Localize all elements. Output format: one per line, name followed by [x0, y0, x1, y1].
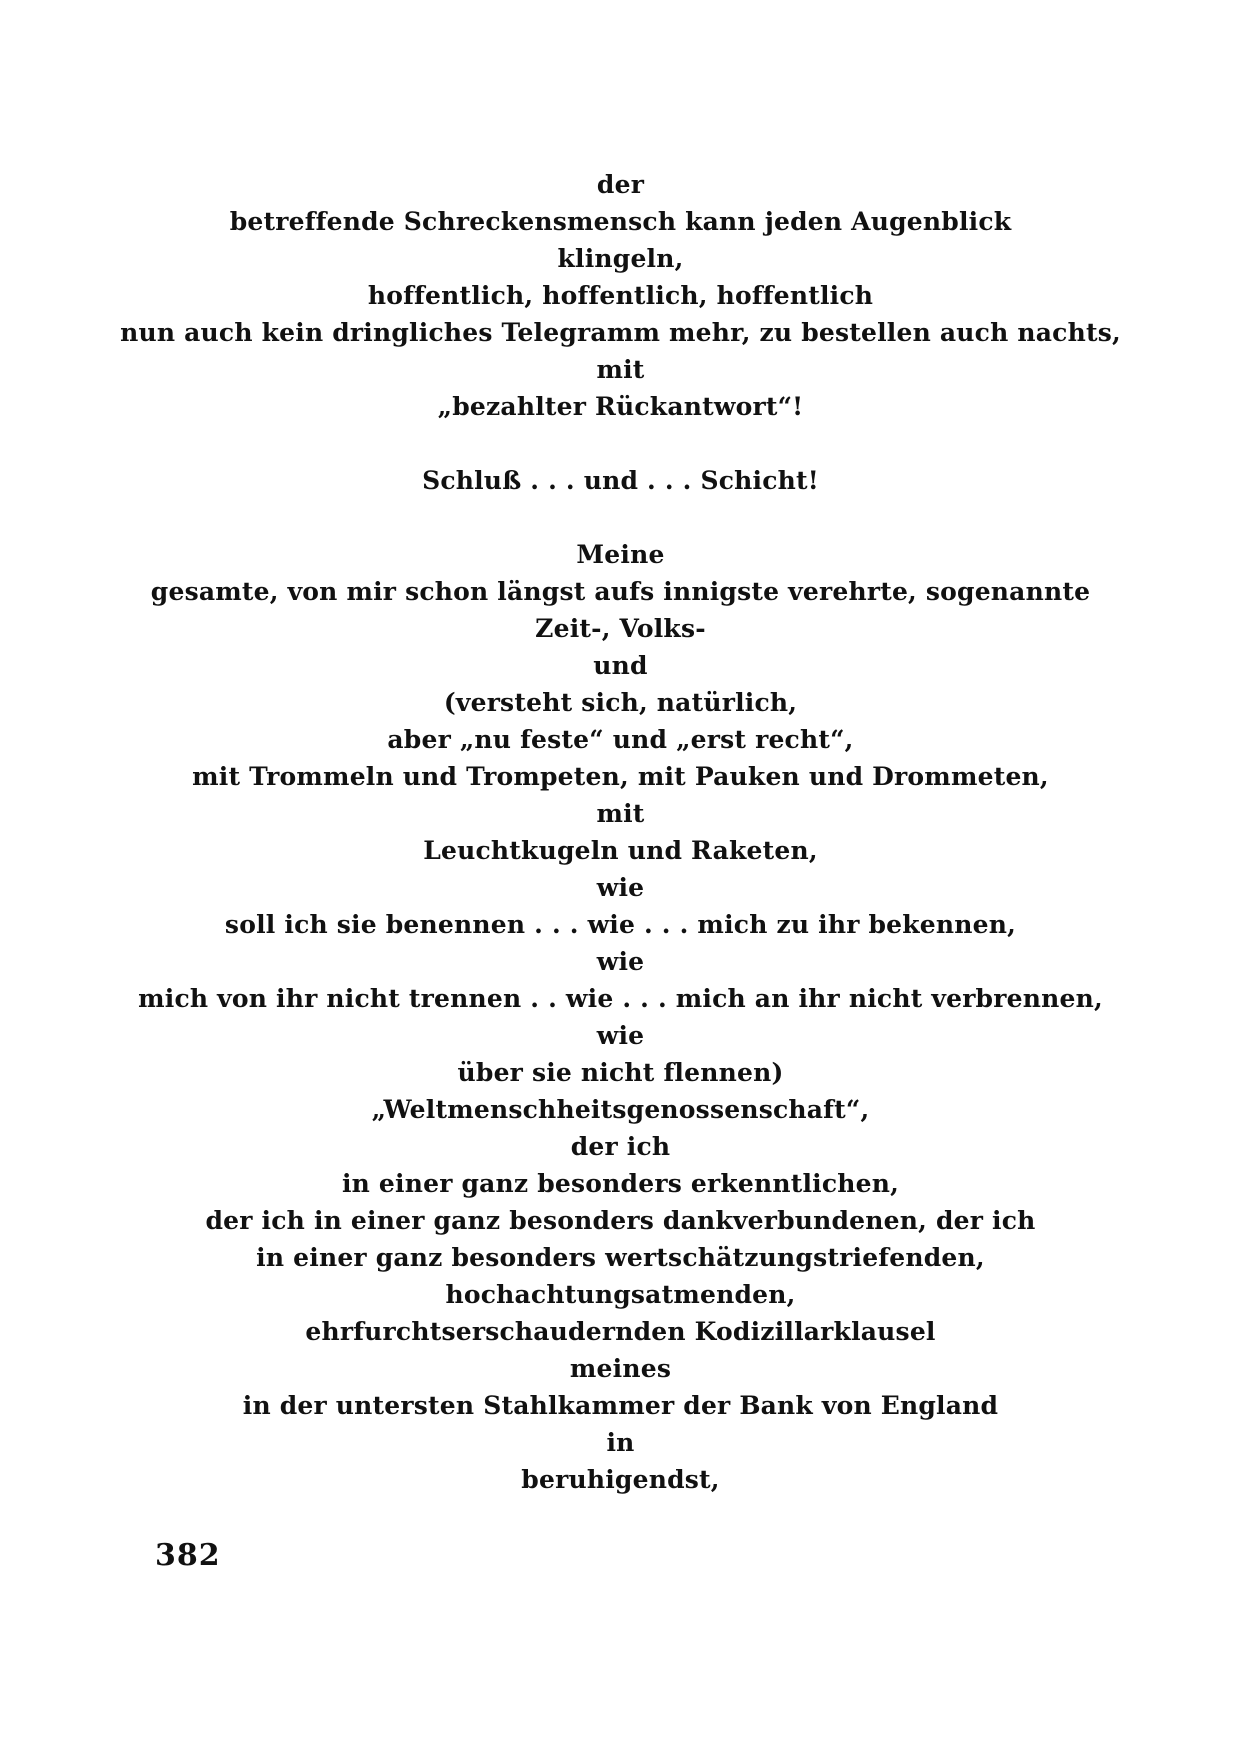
poem-line: Leuchtkugeln und Raketen,: [423, 836, 818, 865]
poem-line: „Weltmenschheitsgenossenschaft“,: [371, 1095, 870, 1124]
poem-line: der ich: [570, 1132, 671, 1161]
poem-line: in einer ganz besonders erkenntlichen,: [341, 1169, 900, 1198]
poem-line: meines: [569, 1354, 672, 1383]
poem-line: und: [593, 651, 648, 680]
poem-text: [0, 166, 1241, 1498]
poem-line: über sie nicht flennen): [457, 1058, 784, 1087]
poem-line: Zeit-, Volks-: [535, 614, 706, 643]
poem-line: wie: [596, 947, 645, 976]
poem-line: betreffende Schreckensmensch kann jeden Augenblick: [229, 207, 1012, 236]
poem-line: in der untersten Stahlkammer der Bank von England: [242, 1391, 999, 1420]
poem-line: aber „nu feste“ und „erst recht“,: [387, 725, 854, 754]
poem-line: ehrfurchtserschaudernden Kodizillarklausel: [305, 1317, 936, 1346]
poem-line: mit Trommeln und Trompeten, mit Pauken und Drommeten,: [192, 762, 1049, 791]
poem-line: hoffentlich, hoffentlich, hoffentlich: [367, 281, 874, 310]
poem-line: klingeln,: [557, 244, 684, 273]
poem-line: mit: [596, 799, 645, 828]
poem-line: mit: [596, 355, 645, 384]
poem-line: Schluß . . . und . . . Schicht!: [422, 466, 819, 495]
stanza-break: [0, 499, 1241, 536]
poem-line: Meine: [576, 540, 665, 569]
poem-line: in einer ganz besonders wertschätzungstriefenden,: [256, 1243, 985, 1272]
poem-line: „bezahlter Rückantwort“!: [437, 392, 804, 421]
poem-line: nun auch kein dringliches Telegramm mehr, zu bestellen auch nachts,: [120, 318, 1121, 347]
poem-line: hochachtungsatmenden,: [445, 1280, 796, 1309]
poem-line: wie: [596, 1021, 645, 1050]
stanza-break: [0, 425, 1241, 462]
page-number: 382: [155, 1538, 221, 1573]
poem-line: der: [596, 170, 645, 199]
poem-line: beruhigendst,: [521, 1465, 720, 1494]
poem-line: in: [606, 1428, 635, 1457]
poem-line: (versteht sich, natürlich,: [443, 688, 798, 717]
poem-line: der ich in einer ganz besonders dankverbundenen, der ich: [205, 1206, 1036, 1235]
poem-line: soll ich sie benennen . . . wie . . . mich zu ihr bekennen,: [224, 910, 1017, 939]
poem-line: gesamte, von mir schon längst aufs innigste verehrte, sogenannte: [150, 577, 1091, 606]
poem-line: wie: [596, 873, 645, 902]
poem-line: mich von ihr nicht trennen . . wie . . . mich an ihr nicht verbrennen,: [138, 984, 1103, 1013]
